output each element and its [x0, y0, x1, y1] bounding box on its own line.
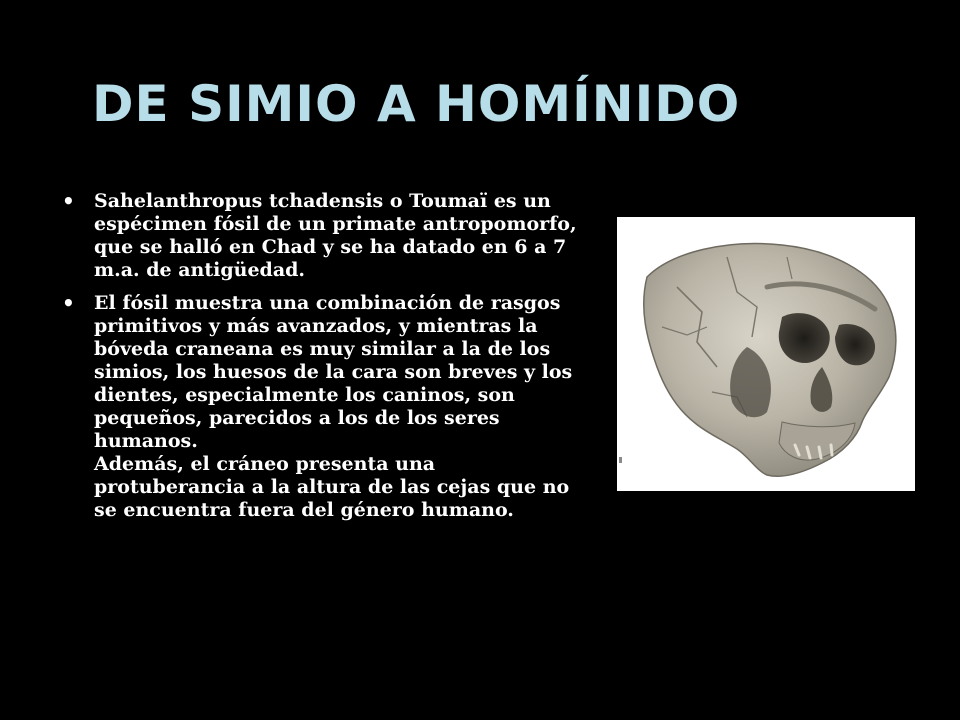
bullet-text-1: Sahelanthropus tchadensis o Toumaï es un espécimen fósil de un primate antropomorfo, que se halló en Chad y se ha datado en 6 a 7 m.a. de antigüedad.	[94, 190, 577, 281]
bullet-text-2: El fósil muestra una combinación de rasgos primitivos y más avanzados, y mientras la bóveda craneana es muy similar a la de los simios, los huesos de la cara son breves y los dientes, especialmente los caninos, son pequeños, parecidos a los de los seres humanos.	[94, 292, 573, 452]
bullet-list	[62, 190, 582, 532]
bullet-item-2	[62, 292, 582, 522]
bullet-icon: •	[62, 291, 75, 315]
bullet-item-1	[62, 190, 582, 282]
bullet-icon: •	[62, 189, 75, 213]
skull-icon	[617, 217, 915, 491]
slide-title: DE SIMIO A HOMÍNIDO	[92, 75, 741, 133]
bullet-text-2-continuation: Además, el cráneo presenta una protuberancia a la altura de las cejas que no se encuentra fuera del género humano.	[94, 453, 570, 521]
fossil-skull-image	[617, 217, 915, 491]
